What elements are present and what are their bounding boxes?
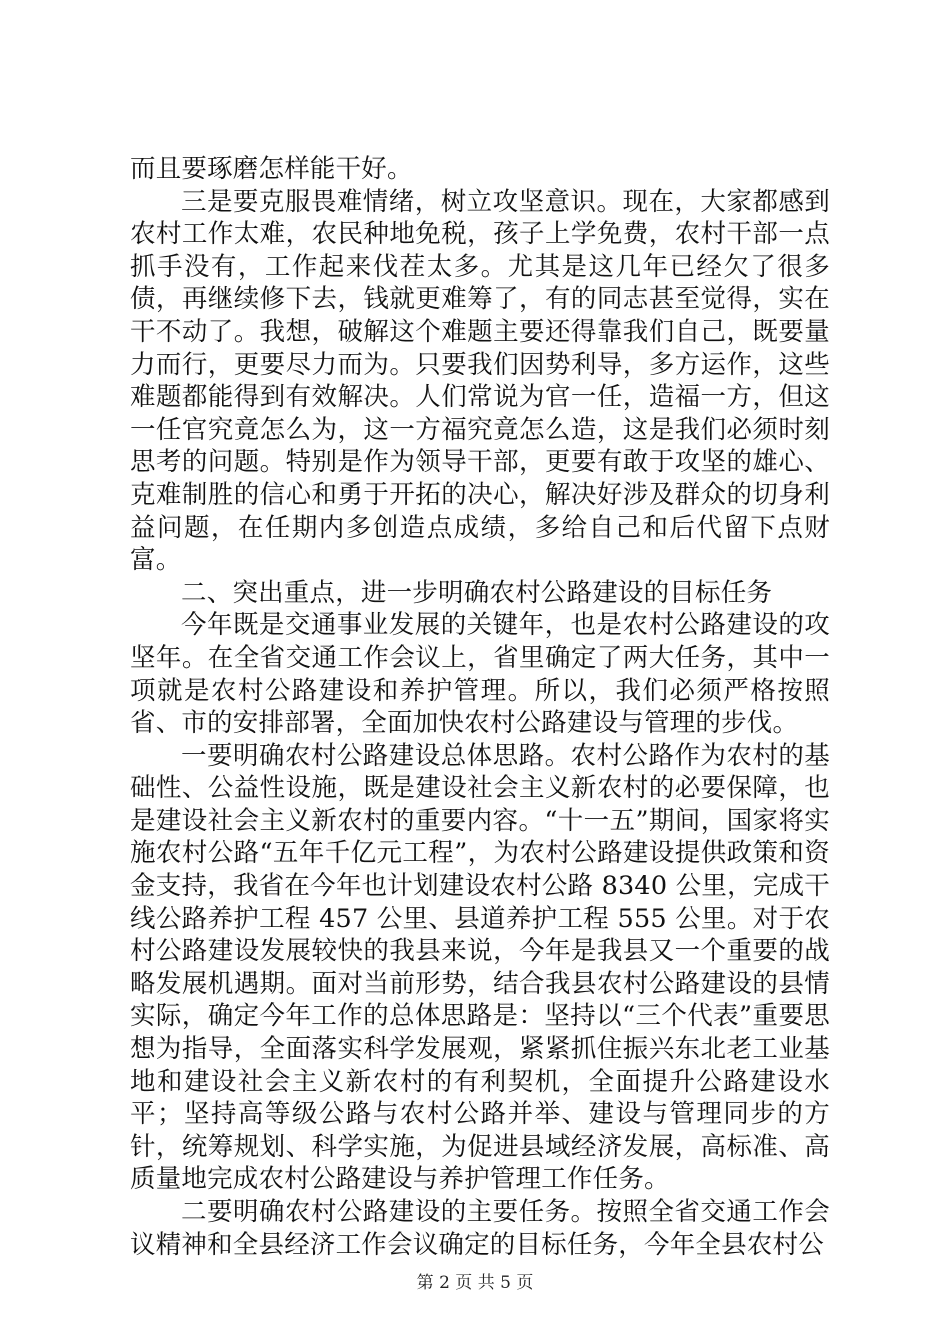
paragraph-main-tasks: 二要明确农村公路建设的主要任务。按照全省交通工作会议精神和全县经济工作会议确定的目标任务，今年全县农村公 <box>130 1197 830 1260</box>
paragraph-key-year: 今年既是交通事业发展的关键年，也是农村公路建设的攻坚年。在全省交通工作会议上，省里确定了两大任务，其中一项就是农村公路建设和养护管理。所以，我们必须严格按照省、市的安排部署，全面加快农村公路建设与管理的步伐。 <box>130 610 830 739</box>
paragraph-overall-approach: 一要明确农村公路建设总体思路。农村公路作为农村的基础性、公益性设施，既是建设社会主义新农村的必要保障，也是建设社会主义新农村的重要内容。“十一五”期间，国家将实施农村公路“五年千亿元工程”，为农村公路建设提供政策和资金支持，我省在今年也计划建设农村公路 8340 公里，完成干线公路养护工程 457 公里、县道养护工程 555 公里。对于农村公路建设发展较快的我县来说，今年是我县又一个重要的战略发展机遇期。面对当前形势，结合我县农村公路建设的县情实际，确定今年工作的总体思路是：坚持以“三个代表”重要思想为指导，全面落实科学发展观，紧紧抓住振兴东北老工业基地和建设社会主义新农村的有利契机，全面提升公路建设水平；坚持高等级公路与农村公路并举、建设与管理同步的方针，统筹规划、科学实施，为促进县域经济发展，高标准、高质量地完成农村公路建设与养护管理工作任务。 <box>130 740 830 1195</box>
section-heading-2: 二、突出重点，进一步明确农村公路建设的目标任务 <box>181 577 773 608</box>
paragraph-continuation: 而且要琢磨怎样能干好。 <box>130 154 413 184</box>
page-footer: 第 2 页 共 5 页 <box>416 1273 534 1293</box>
paragraph-overcome-difficulty: 三是要克服畏难情绪，树立攻坚意识。现在，大家都感到农村工作太难，农民种地免税，孩子上学免费，农村干部一点抓手没有，工作起来伐茬太多。尤其是这几年已经欠了很多债，再继续修下去，钱就更难筹了，有的同志甚至觉得，实在干不动了。我想，破解这个难题主要还得靠我们自己，既要量力而行，更要尽力而为。只要我们因势利导，多方运作，这些难题都能得到有效解决。人们常说为官一任，造福一方，但这一任官究竟怎么为，这一方福究竟怎么造，这是我们必须时刻思考的问题。特别是作为领导干部，更要有敢于攻坚的雄心、克难制胜的信心和勇于开拓的决心，解决好涉及群众的切身利益问题，在任期内多创造点成绩，多给自己和后代留下点财富。 <box>130 186 830 576</box>
body-text <box>130 153 830 1261</box>
